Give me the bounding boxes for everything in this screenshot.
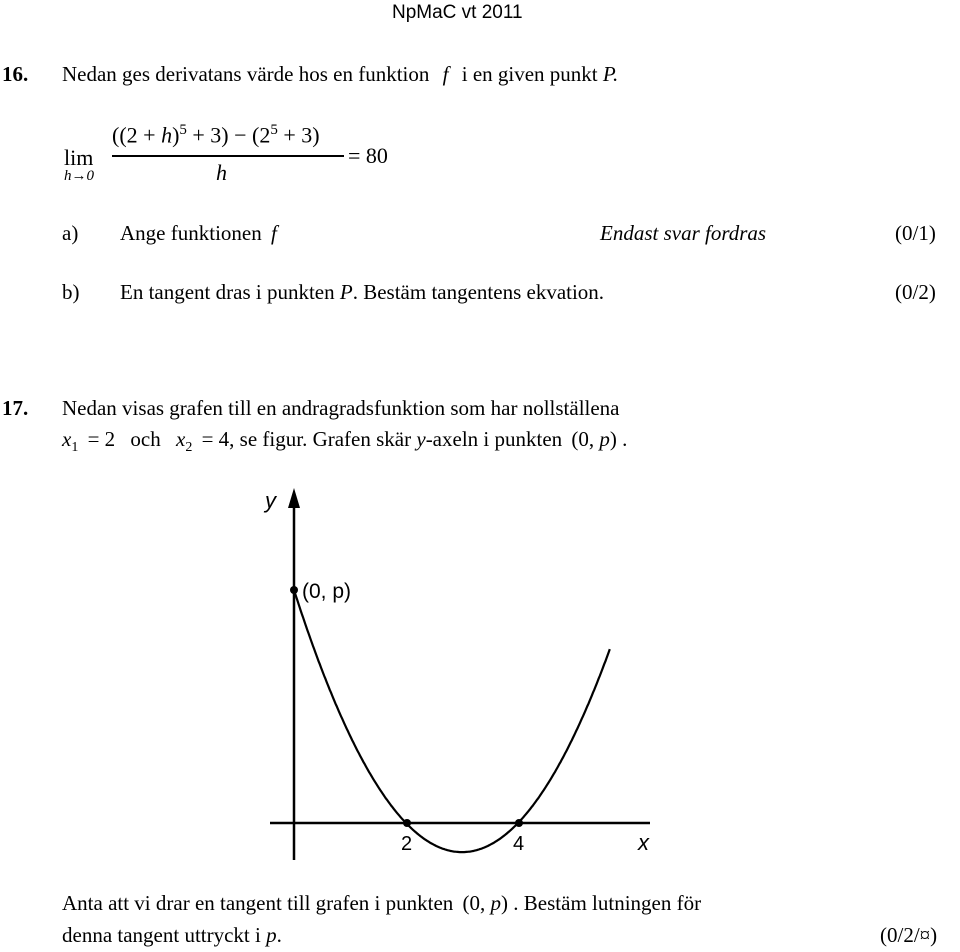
lim-denominator: h [216,160,227,185]
och-word: och [130,427,161,451]
x2-sub: 2 [185,440,193,456]
num-h: h [161,122,173,148]
intro-P: P. [602,62,619,86]
part-a-label: a) [62,221,79,245]
closing2-end: . [276,923,282,947]
intro-mid: i en given punkt [461,62,598,86]
part-b-text [120,280,604,305]
intro-text: Nedan ges derivatans värde hos en funktion [62,62,430,86]
x2-eq: = 4 [201,427,230,451]
parabola-graph [250,480,670,870]
lim-numerator [112,122,320,148]
problem-17-line2 [62,427,627,456]
x1-eq: = 2 [87,427,116,451]
closing-point-close: ) . [501,891,519,915]
x-tick-4: 4 [513,833,525,855]
part-b-P: P [339,280,353,304]
part-a-text [120,221,277,246]
line2-mid: , se figur. Grafen skär [229,427,412,451]
point-x2 [515,819,523,827]
closing-point-open: (0, [462,891,486,915]
point-p: p [599,427,610,451]
part-a-question: Ange funktionen [120,221,262,245]
problem-16-number: 16. [2,62,29,86]
num-exp2: 5 [270,122,278,138]
problem-16-intro [62,62,618,87]
line2-end: -axeln i punkten [425,427,563,451]
x-axis-label: x [638,830,649,855]
part-a-f: f [270,221,277,245]
part-b-suffix: . Bestäm tangentens ekvation. [352,280,605,304]
page-header: NpMaC vt 2011 [392,2,523,23]
closing2-prefix: denna tangent uttryckt i [62,923,261,947]
closing-point-p: p [490,891,502,915]
part-b-label: b) [62,280,80,304]
x1-sub: 1 [71,440,79,456]
x2-var: x [176,427,186,451]
point-x1 [403,819,411,827]
lim-sub: h→0 [64,168,94,184]
fraction-bar [112,155,344,157]
num-b: ) [172,122,180,148]
problem-17-closing-line1 [62,891,701,916]
problem-17-line1: Nedan visas grafen till en andragradsfunktion som har nollställena [62,396,620,420]
closing2-p: p [266,923,277,947]
closing-suffix: Bestäm lutningen för [523,891,702,915]
y-axis-arrow [288,488,300,508]
problem-17-number: 17. [2,396,29,420]
y-var: y [416,427,426,451]
lim-word: lim [64,145,94,170]
lim-equals: = 80 [348,143,388,168]
problem-17-points: (0/2/¤) [880,923,938,947]
parabola-curve [293,587,610,853]
intro-f: f [442,62,449,86]
point-label-0-p: (0, p) [302,580,352,603]
part-b-prefix: En tangent dras i punkten [120,280,335,304]
point-0-p [290,586,298,594]
x1-var: x [62,427,72,451]
point-close: ) . [609,427,628,451]
num-a: ((2 + [112,122,156,148]
point-open: (0, [571,427,595,451]
num-d: + 3) [283,122,320,148]
x-tick-2: 2 [401,833,413,855]
num-c: + 3) − (2 [192,122,271,148]
num-exp1: 5 [179,122,187,138]
closing-prefix: Anta att vi drar en tangent till grafen i punkten [62,891,454,915]
part-a-note: Endast svar fordras [600,221,767,245]
part-a-points: (0/1) [895,221,936,245]
y-axis-label: y [265,488,276,513]
part-b-points: (0/2) [895,280,936,304]
problem-17-closing-line2 [62,923,282,948]
